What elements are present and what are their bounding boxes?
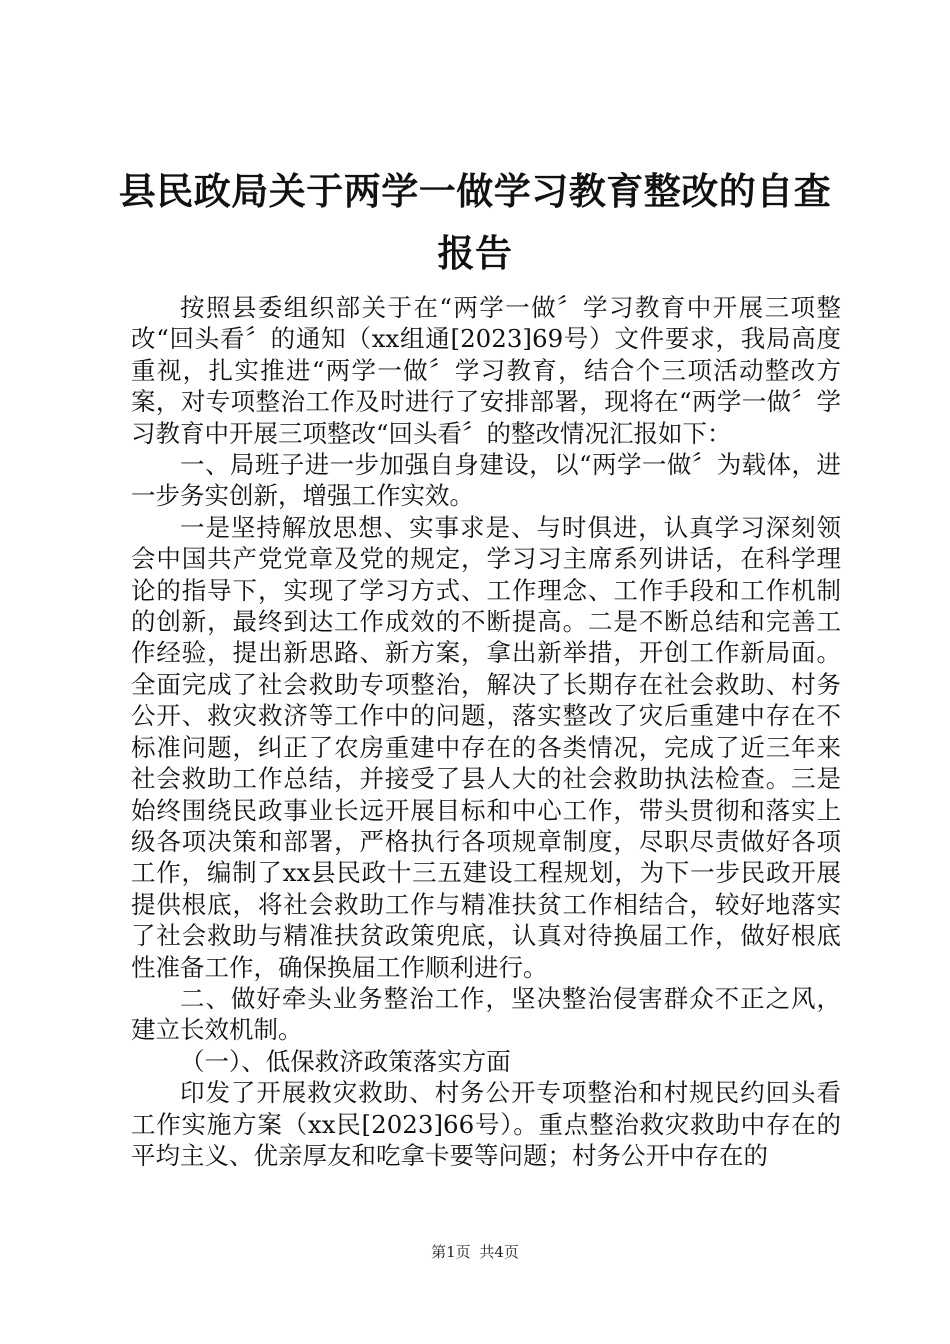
paragraph-subsection-body: 印发了开展救灾救助、村务公开专项整治和村规民约回头看工作实施方案（xx民[2023]66号）。重点整治救灾救助中存在的平均主义、优亲厚友和吃拿卡要等问题；村务公开中存在的 [131, 1078, 841, 1170]
paragraph-intro: 按照县委组织部关于在“两学一做〞学习教育中开展三项整改“回头看〞的通知（xx组通[2023]69号）文件要求，我局高度重视，扎实推进“两学一做〞学习教育，结合个三项活动整改方案，对专项整治工作及时进行了安排部署，现将在“两学一做〞学习教育中开展三项整改“回头看〞的整改情况汇报如下： [131, 293, 841, 448]
paragraph-subsection-heading: （一）、低保救济政策落实方面 [180, 1046, 511, 1076]
page-total: 共4页 [479, 1243, 519, 1261]
paragraph-section-two-heading: 二、做好牵头业务整治工作，坚决整治侵害群众不正之风，建立长效机制。 [131, 983, 841, 1045]
paragraph-section-one-body: 一是坚持解放思想、实事求是、与时俱进，认真学习深刻领会中国共产党党章及党的规定，学习习主席系列讲话，在科学理论的指导下，实现了学习方式、工作理念、工作手段和工作机制的创新，最终到达工作成效的不断提高。二是不断总结和完善工作经验，提出新思路、新方案，拿出新举措，开创工作新局面。全面完成了社会救助专项整治，解决了长期存在社会救助、村务公开、救灾救济等工作中的问题，落实整改了灾后重建中存在不标准问题，纠正了农房重建中存在的各类情况，完成了近三年来社会救助工作总结，并接受了县人大的社会救助执法检查。三是始终围绕民政事业长远开展目标和中心工作，带头贯彻和落实上级各项决策和部署，严格执行各项规章制度，尽职尽责做好各项工作，编制了xx县民政十三五建设工程规划，为下一步民政开展提供根底，将社会救助工作与精准扶贫工作相结合，较好地落实了社会救助与精准扶贫政策兜底，认真对待换届工作，做好根底性准备工作，确保换届工作顺利进行。 [131, 512, 841, 982]
paragraph-section-one-heading: 一、局班子进一步加强自身建设，以“两学一做〞为载体，进一步务实创新，增强工作实效。 [131, 450, 841, 511]
document-body [131, 292, 841, 1171]
page-footer [0, 1242, 950, 1262]
document-title: 县民政局关于两学一做学习教育整改的自查报告 [118, 169, 832, 275]
page-number: 第1页 [431, 1243, 471, 1261]
